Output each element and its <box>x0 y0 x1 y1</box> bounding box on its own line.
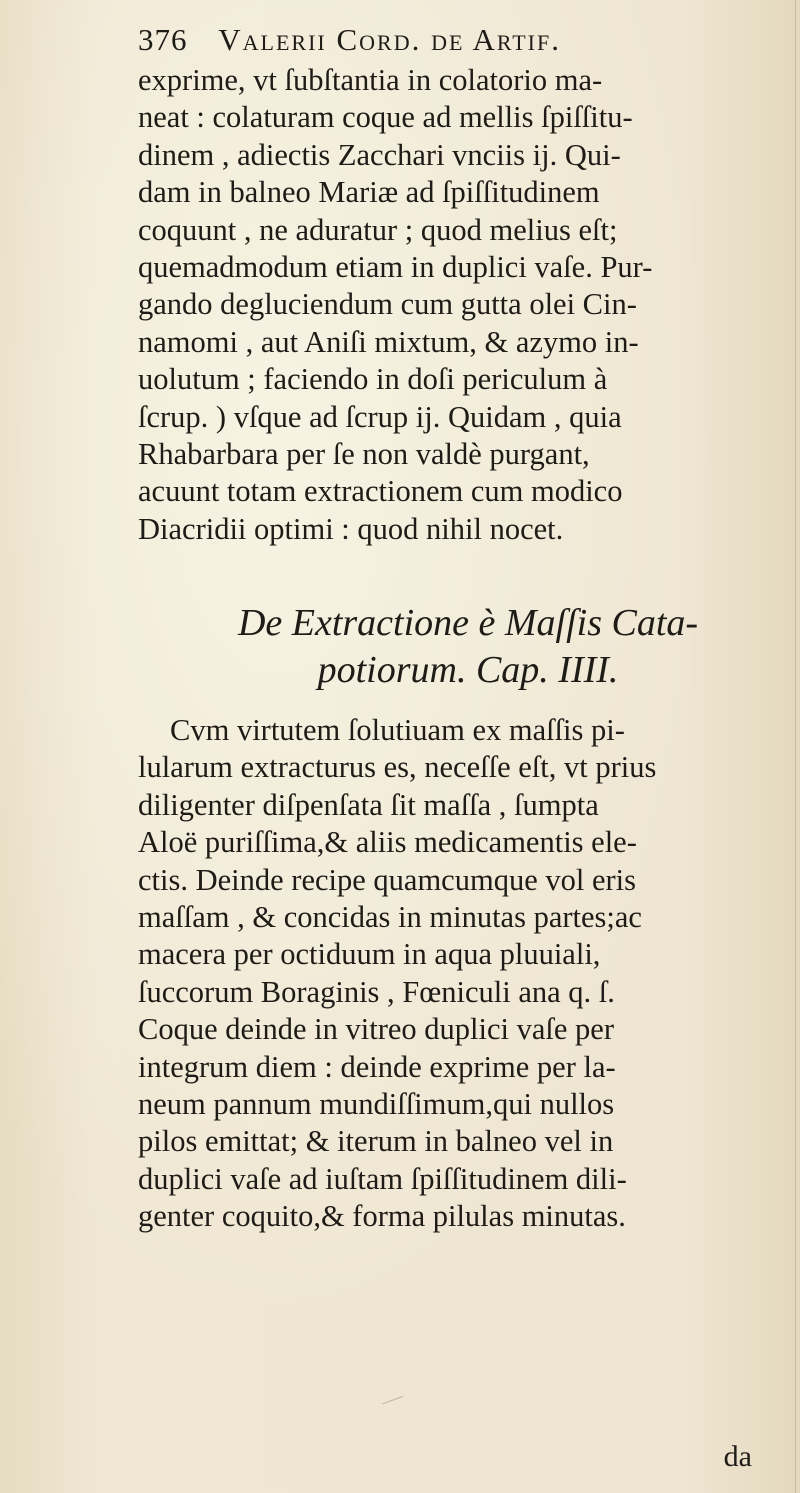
heading-line: De Extractione è Maſſis Cata- <box>237 602 699 644</box>
text-line: namomi , aut Aniſi mixtum, & azymo in- <box>138 324 639 359</box>
running-title: Valerii Cord. de Artif. <box>218 22 561 57</box>
text-line: ctis. Deinde recipe quamcumque vol eris <box>138 862 636 897</box>
text-line: gando degluciendum cum gutta olei Cin- <box>138 287 637 322</box>
text-line: ſuccorum Boraginis , Fœniculi ana q. ſ. <box>138 974 615 1009</box>
text-line: diligenter diſpenſata ſit maſſa , ſumpta <box>138 787 599 822</box>
text-line: integrum diem : deinde exprime per la- <box>138 1049 616 1084</box>
text-line: duplici vaſe ad iuſtam ſpiſſitudinem dili- <box>138 1161 627 1196</box>
heading-line: potiorum. Cap. IIII. <box>317 649 619 691</box>
text-line: neum pannum mundiſſimum,qui nullos <box>138 1086 615 1121</box>
paper-blemish <box>379 1387 403 1405</box>
catchword: da <box>723 1440 752 1473</box>
text-line: coquunt , ne aduratur ; quod melius eſt; <box>138 212 618 247</box>
text-line: Coque deinde in vitreo duplici vaſe per <box>138 1012 614 1047</box>
text-line: genter coquito,& forma pilulas minutas. <box>138 1199 626 1234</box>
text-line: macera per octiduum in aqua pluuiali, <box>138 937 601 972</box>
paragraph-1 <box>138 62 798 548</box>
page-number: 376 <box>138 22 188 57</box>
text-line: uolutum ; faciendo in doſi periculum à <box>138 362 608 397</box>
text-line: neat : colaturam coque ad mellis ſpiſſitu- <box>138 100 633 135</box>
text-line: maſſam , & concidas in minutas partes;ac <box>138 899 642 934</box>
text-line: Diacridii optimi : quod nihil nocet. <box>138 511 564 546</box>
text-line: Cvm virtutem ſolutiuam ex maſſis pi- <box>170 713 625 747</box>
text-line: lularum extracturus es, neceſſe eſt, vt prius <box>138 750 657 785</box>
text-line: pilos emittat; & iterum in balneo vel in <box>138 1124 614 1159</box>
text-line: Aloë puriſſima,& aliis medicamentis ele- <box>138 825 637 860</box>
chapter-heading <box>138 600 798 694</box>
text-line: dinem , adiectis Zacchari vnciis ij. Qui- <box>138 137 621 172</box>
text-line: quemadmodum etiam in duplici vaſe. Pur- <box>138 249 653 284</box>
text-line: acuunt totam extractionem cum modico <box>138 474 623 509</box>
running-head <box>138 22 778 64</box>
text-line: dam in balneo Mariæ ad ſpiſſitudinem <box>138 175 600 210</box>
text-line: ſcrup. ) vſque ad ſcrup ij. Quidam , quia <box>138 399 622 434</box>
text-line: exprime, vt ſubſtantia in colatorio ma- <box>138 63 603 97</box>
paragraph-2 <box>138 712 798 1235</box>
text-line: Rhabarbara per ſe non valdè purgant, <box>138 436 590 471</box>
